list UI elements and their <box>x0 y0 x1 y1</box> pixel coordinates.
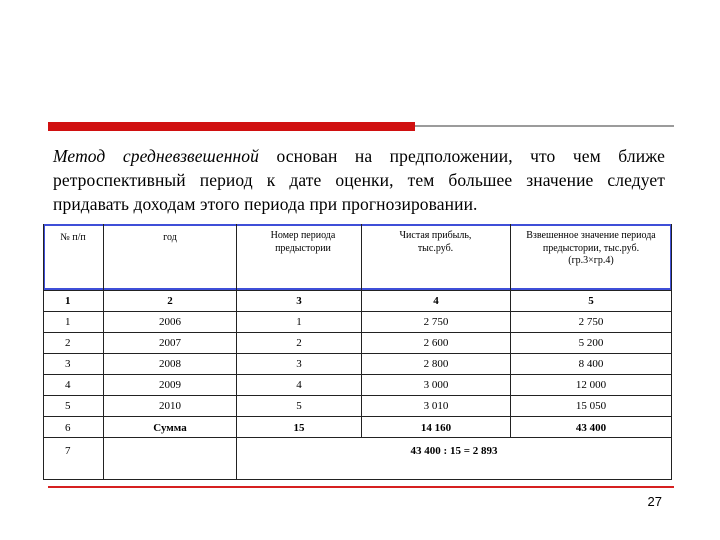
table-cell: 2 600 <box>423 337 449 349</box>
header-net-profit: Чистая прибыль, тыс.руб. <box>399 230 472 254</box>
table-cell: 3 <box>296 358 302 370</box>
table-cell: 8 400 <box>578 358 604 370</box>
column-number: 1 <box>65 295 71 307</box>
column-number: 4 <box>433 295 439 307</box>
table-cell: 5 <box>296 400 302 412</box>
header-year: год <box>163 232 177 243</box>
top-rule-accent <box>48 122 415 131</box>
column-number: 2 <box>167 295 173 307</box>
intro-text: основан на предположении, что чем ближе ретроспективный период к дате оценки, тем большее значение следует придавать доходам этого периода при прогнозировании. <box>53 146 665 214</box>
column-number: 3 <box>296 295 302 307</box>
table-cell: 2 <box>65 337 71 349</box>
table-cell: 1 <box>65 316 71 328</box>
header-weighted-value: Взвешенное значение периода предыстории, тыс.руб. (гр.3×гр.4) <box>526 230 656 266</box>
table-cell: 12 000 <box>575 379 607 391</box>
intro-italic-term: Метод средневзвешенной <box>53 146 259 166</box>
table-cell: 2 800 <box>423 358 449 370</box>
table-cell: 4 <box>65 379 71 391</box>
table-cell: 2006 <box>159 316 181 328</box>
table-cell: 2 750 <box>423 316 449 328</box>
total-net-profit: 14 160 <box>420 422 452 434</box>
bottom-rule-accent <box>48 486 674 488</box>
weighted-average-result: 43 400 : 15 = 2 893 <box>410 445 498 457</box>
table-cell: 2010 <box>159 400 181 412</box>
table-cell: 4 <box>296 379 302 391</box>
column-number: 5 <box>588 295 594 307</box>
table-cell: 6 <box>65 422 71 434</box>
table-cell: 15 050 <box>575 400 607 412</box>
header-number: № п/п <box>60 232 86 243</box>
total-label: Сумма <box>153 422 187 434</box>
table-cell: 2009 <box>159 379 181 391</box>
page-number: 27 <box>647 494 662 509</box>
table-cell: 5 <box>65 400 71 412</box>
total-weighted-value: 43 400 <box>575 422 607 434</box>
weighted-average-table <box>43 224 672 480</box>
table-cell: 2007 <box>159 337 181 349</box>
table-cell: 2008 <box>159 358 181 370</box>
total-periods: 15 <box>293 422 305 434</box>
table-cell: 3 000 <box>423 379 449 391</box>
header-period-number: Номер периода предыстории <box>270 230 336 254</box>
table-cell: 2 750 <box>578 316 604 328</box>
table-cell: 2 <box>296 337 302 349</box>
table-cell: 3 <box>65 358 71 370</box>
table-cell: 5 200 <box>578 337 604 349</box>
table-cell: 7 <box>65 445 71 457</box>
intro-paragraph <box>53 144 665 216</box>
table-cell: 1 <box>296 316 302 328</box>
table-cell: 3 010 <box>423 400 449 412</box>
